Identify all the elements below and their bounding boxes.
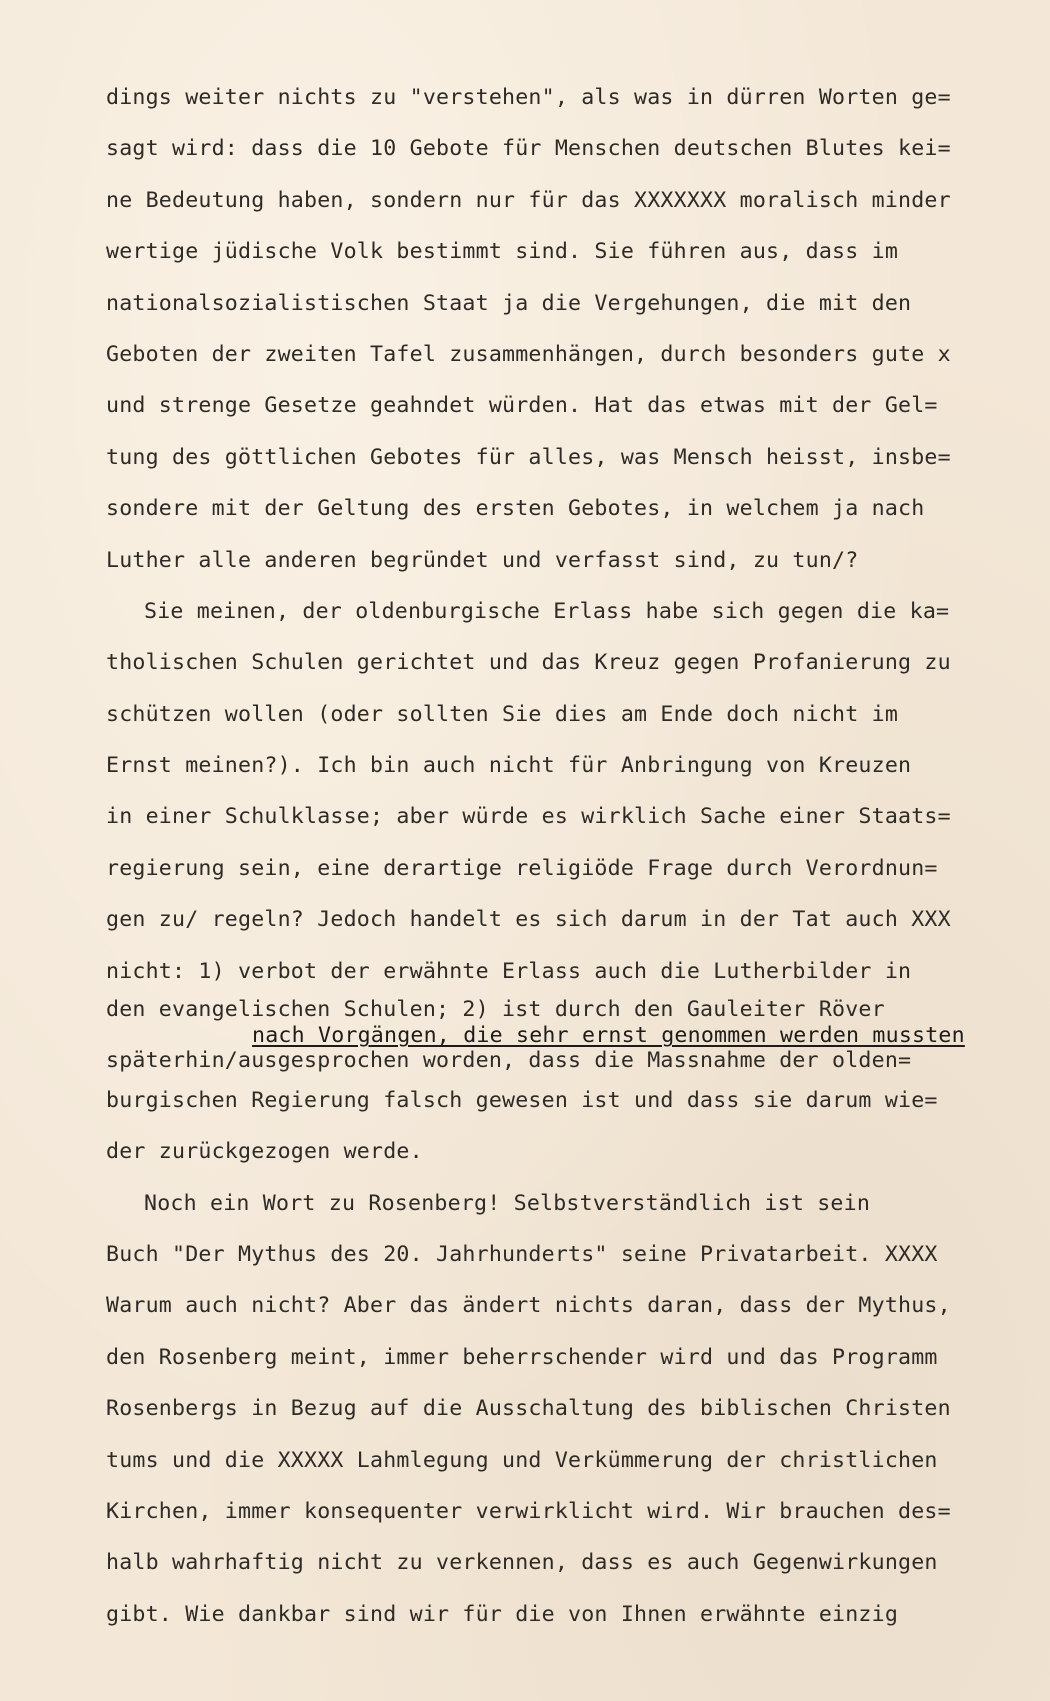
text-line-30: halb wahrhaftig nicht zu verkennen, dass es auch Gegenwirkungen — [106, 1550, 938, 1576]
typewritten-text — [106, 72, 1050, 1640]
text-line-10: Luther alle anderen begründet und verfasst sind, zu tun/? — [106, 547, 859, 573]
text-line-20: späterhin/ausgesprochen worden, dass die Massnahme der olden= — [106, 1048, 912, 1074]
text-line-3: ne Bedeutung haben, sondern nur für das XXXXXXX moralisch minder — [106, 187, 951, 213]
text-line-27: Rosenbergs in Bezug auf die Ausschaltung des biblischen Christen — [106, 1396, 951, 1422]
text-line-4: wertige jüdische Volk bestimmt sind. Sie führen aus, dass im — [106, 239, 899, 265]
text-line-29: Kirchen, immer konsequenter verwirklicht wird. Wir brauchen des= — [106, 1498, 951, 1524]
text-line-8: tung des göttlichen Gebotes für alles, was Mensch heisst, insbe= — [106, 444, 951, 470]
text-line-13: schützen wollen (oder sollten Sie dies am Ende doch nicht im — [106, 701, 899, 727]
text-line-23: Noch ein Wort zu Rosenberg! Selbstverständlich ist sein — [144, 1190, 871, 1216]
text-line-17: gen zu/ regeln? Jedoch handelt es sich darum in der Tat auch XXX — [106, 907, 951, 933]
text-line-11: Sie meinen, der oldenburgische Erlass habe sich gegen die ka= — [144, 598, 950, 624]
text-line-14: Ernst meinen?). Ich bin auch nicht für Anbringung von Kreuzen — [106, 753, 912, 779]
text-line-15: in einer Schulklasse; aber würde es wirklich Sache einer Staats= — [106, 804, 951, 830]
text-line-18: nicht: 1) verbot der erwähnte Erlass auch die Lutherbilder in — [106, 958, 912, 984]
text-line-24: Buch "Der Mythus des 20. Jahrhunderts" seine Privatarbeit. XXXX — [106, 1241, 938, 1267]
text-line-21: burgischen Regierung falsch gewesen ist und dass sie darum wie= — [106, 1087, 938, 1113]
text-line-16: regierung sein, eine derartige religiöde Frage durch Verordnun= — [106, 855, 938, 881]
text-line-19: den evangelischen Schulen; 2) ist durch den Gauleiter Röver — [106, 997, 885, 1023]
text-line-insertion — [106, 1023, 1050, 1048]
text-line-31: gibt. Wie dankbar sind wir für die von Ihnen erwähnte einzig — [106, 1601, 899, 1627]
text-line-28: tums und die XXXXX Lahmlegung und Verkümmerung der christlichen — [106, 1447, 938, 1473]
text-line-5: nationalsozialistischen Staat ja die Vergehungen, die mit den — [106, 290, 912, 316]
text-line-7: und strenge Gesetze geahndet würden. Hat das etwas mit der Gel= — [106, 393, 938, 419]
text-line-25: Warum auch nicht? Aber das ändert nichts daran, dass der Mythus, — [106, 1293, 951, 1319]
text-line-2: sagt wird: dass die 10 Gebote für Menschen deutschen Blutes kei= — [106, 136, 951, 162]
text-line-26: den Rosenberg meint, immer beherrschender wird und das Programm — [106, 1344, 938, 1370]
text-line-1: dings weiter nichts zu "verstehen", als was in dürren Worten ge= — [106, 85, 951, 110]
text-line-6: Geboten der zweiten Tafel zusammenhängen, durch besonders gute x — [106, 341, 951, 367]
inserted-underlined-text: nach Vorgängen, die sehr ernst genommen werden mussten — [252, 1023, 965, 1049]
text-line-9: sondere mit der Geltung des ersten Gebotes, in welchem ja nach — [106, 496, 925, 522]
text-line-12: tholischen Schulen gerichtet und das Kreuz gegen Profanierung zu — [106, 650, 951, 676]
text-line-22: der zurückgezogen werde. — [106, 1139, 423, 1165]
